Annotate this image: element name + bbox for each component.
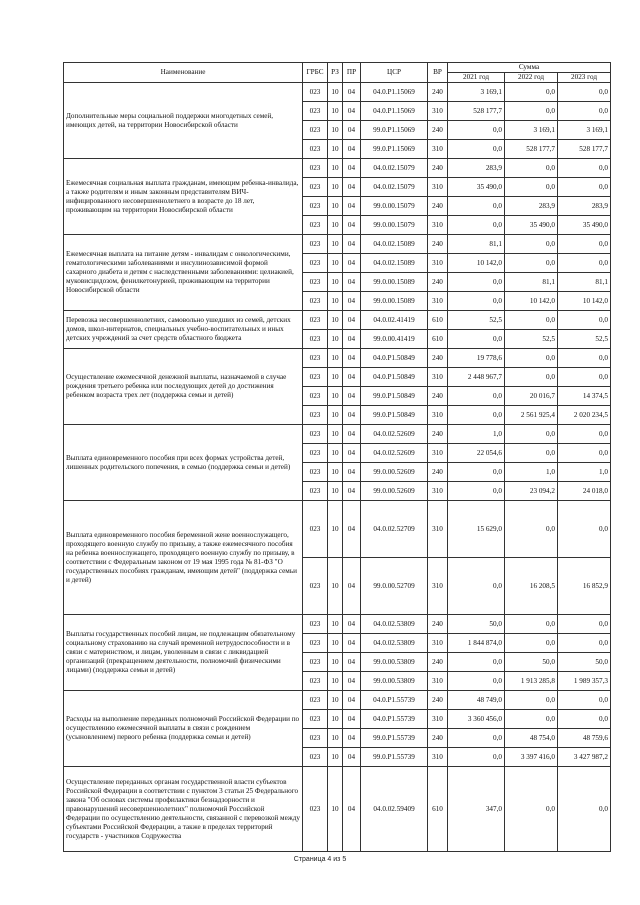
- cell-rz: 10: [328, 368, 343, 387]
- cell-sum-2023: 1,0: [558, 463, 611, 482]
- cell-grbs: 023: [303, 558, 328, 615]
- cell-sum-2022: 23 094,2: [505, 482, 558, 501]
- page-footer: Страница 4 из 5: [293, 856, 347, 863]
- cell-vr: 240: [428, 83, 448, 102]
- cell-vr: 240: [428, 273, 448, 292]
- budget-table: [63, 62, 611, 852]
- cell-sum-2023: 2 020 234,5: [558, 406, 611, 425]
- cell-pr: 04: [343, 767, 361, 852]
- cell-grbs: 023: [303, 444, 328, 463]
- cell-grbs: 023: [303, 254, 328, 273]
- header-rz: РЗ: [328, 63, 343, 83]
- cell-pr: 04: [343, 558, 361, 615]
- cell-sum-2023: 24 018,0: [558, 482, 611, 501]
- cell-csr: 04.0.02.53809: [361, 634, 428, 653]
- cell-sum-2023: 0,0: [558, 83, 611, 102]
- cell-grbs: 023: [303, 83, 328, 102]
- cell-rz: 10: [328, 311, 343, 330]
- cell-rz: 10: [328, 615, 343, 634]
- cell-csr: 99.0.P1.55739: [361, 748, 428, 767]
- expense-item-name: Ежемесячная социальная выплата гражданам, имеющим ребенка-инвалида, а также родителям и иным законным представителям ВИЧ-инфицированного несовершеннолетнего в возрасте до 18 лет, проживающим на территории Новосибирской области: [64, 159, 303, 235]
- cell-vr: 240: [428, 121, 448, 140]
- expense-item-name: Перевозка несовершеннолетних, самовольно ушедших из семей, детских домов, школ-интернатов, специальных учебно-воспитательных и иных детских учреждений за счет средств областного бюджета: [64, 311, 303, 349]
- cell-grbs: 023: [303, 767, 328, 852]
- cell-csr: 99.0.00.52709: [361, 558, 428, 615]
- cell-pr: 04: [343, 748, 361, 767]
- cell-rz: 10: [328, 140, 343, 159]
- cell-sum-2021: 35 490,0: [448, 178, 505, 197]
- cell-sum-2021: 2 448 967,7: [448, 368, 505, 387]
- cell-rz: 10: [328, 387, 343, 406]
- cell-grbs: 023: [303, 729, 328, 748]
- cell-sum-2022: 2 561 925,4: [505, 406, 558, 425]
- cell-sum-2021: 22 054,6: [448, 444, 505, 463]
- cell-sum-2022: 0,0: [505, 615, 558, 634]
- cell-sum-2021: 0,0: [448, 121, 505, 140]
- cell-grbs: 023: [303, 121, 328, 140]
- cell-sum-2021: 0,0: [448, 729, 505, 748]
- cell-sum-2022: 48 754,0: [505, 729, 558, 748]
- cell-rz: 10: [328, 501, 343, 558]
- table-row: [64, 767, 611, 852]
- cell-sum-2023: 0,0: [558, 425, 611, 444]
- cell-csr: 99.0.00.53809: [361, 672, 428, 691]
- cell-sum-2022: 0,0: [505, 691, 558, 710]
- cell-sum-2021: 0,0: [448, 748, 505, 767]
- cell-rz: 10: [328, 653, 343, 672]
- cell-csr: 99.0.00.41419: [361, 330, 428, 349]
- table-row: [64, 311, 611, 330]
- cell-sum-2022: 1 913 285,8: [505, 672, 558, 691]
- cell-grbs: 023: [303, 463, 328, 482]
- cell-rz: 10: [328, 748, 343, 767]
- cell-csr: 99.0.00.52609: [361, 482, 428, 501]
- cell-grbs: 023: [303, 273, 328, 292]
- cell-vr: 310: [428, 558, 448, 615]
- cell-csr: 04.0.02.52609: [361, 425, 428, 444]
- cell-pr: 04: [343, 235, 361, 254]
- cell-grbs: 023: [303, 653, 328, 672]
- cell-vr: 240: [428, 425, 448, 444]
- cell-pr: 04: [343, 501, 361, 558]
- header-name: Наименование: [64, 63, 303, 83]
- cell-grbs: 023: [303, 482, 328, 501]
- cell-rz: 10: [328, 406, 343, 425]
- expense-item-name: Выплата единовременного пособия при всех формах устройства детей, лишенных родительского попечения, в семью (поддержка семьи и детей): [64, 425, 303, 501]
- cell-rz: 10: [328, 273, 343, 292]
- cell-pr: 04: [343, 444, 361, 463]
- cell-grbs: 023: [303, 197, 328, 216]
- cell-csr: 99.0.00.53809: [361, 653, 428, 672]
- cell-sum-2023: 14 374,5: [558, 387, 611, 406]
- cell-grbs: 023: [303, 349, 328, 368]
- cell-sum-2021: 15 629,0: [448, 501, 505, 558]
- cell-grbs: 023: [303, 425, 328, 444]
- table-row: [64, 235, 611, 254]
- cell-vr: 310: [428, 102, 448, 121]
- cell-sum-2022: 16 208,5: [505, 558, 558, 615]
- cell-vr: 310: [428, 254, 448, 273]
- cell-sum-2022: 0,0: [505, 767, 558, 852]
- cell-pr: 04: [343, 672, 361, 691]
- cell-sum-2023: 0,0: [558, 368, 611, 387]
- cell-vr: 240: [428, 729, 448, 748]
- cell-sum-2023: 0,0: [558, 159, 611, 178]
- expense-item-name: Ежемесячная выплата на питание детям - инвалидам с онкологическими, гематологическими заболеваниями и инсулинозависимой формой сахарного диабета и детям с наследственными заболеваниями: целиакией, муковисцидозом, фенилкетонурией, проживающим на территории Новосибирской области: [64, 235, 303, 311]
- table-body: [64, 83, 611, 852]
- cell-grbs: 023: [303, 501, 328, 558]
- cell-pr: 04: [343, 197, 361, 216]
- expense-item-name: Дополнительные меры социальной поддержки многодетных семей, имеющих детей, на территории Новосибирской области: [64, 83, 303, 159]
- cell-sum-2021: 0,0: [448, 482, 505, 501]
- cell-sum-2021: 0,0: [448, 653, 505, 672]
- cell-vr: 310: [428, 672, 448, 691]
- cell-grbs: 023: [303, 140, 328, 159]
- cell-sum-2023: 3 169,1: [558, 121, 611, 140]
- cell-sum-2022: 0,0: [505, 83, 558, 102]
- expense-item-name: Осуществление переданных органам государственной власти субъектов Российской Федерации в соответствии с пунктом 3 статьи 25 Федерального закона "Об основах системы профилактики безнадзорности и правонарушений несовершеннолетних" полномочий Российской Федерации по осуществлению деятельности, связанной с перевозкой между субъектами Российской Федерации, а также в пределах территорий государств - участников Содружества: [64, 767, 303, 852]
- cell-grbs: 023: [303, 691, 328, 710]
- cell-sum-2022: 0,0: [505, 159, 558, 178]
- cell-vr: 310: [428, 501, 448, 558]
- cell-sum-2021: 50,0: [448, 615, 505, 634]
- cell-pr: 04: [343, 729, 361, 748]
- table-row: [64, 615, 611, 634]
- cell-csr: 99.0.P1.50849: [361, 406, 428, 425]
- cell-csr: 04.0.02.59409: [361, 767, 428, 852]
- cell-pr: 04: [343, 273, 361, 292]
- cell-pr: 04: [343, 615, 361, 634]
- header-year-2023: 2023 год: [558, 73, 611, 83]
- cell-grbs: 023: [303, 216, 328, 235]
- header-year-2022: 2022 год: [505, 73, 558, 83]
- cell-sum-2021: 283,9: [448, 159, 505, 178]
- cell-pr: 04: [343, 349, 361, 368]
- cell-sum-2023: 0,0: [558, 311, 611, 330]
- cell-rz: 10: [328, 216, 343, 235]
- cell-sum-2022: 81,1: [505, 273, 558, 292]
- cell-pr: 04: [343, 83, 361, 102]
- cell-vr: 240: [428, 197, 448, 216]
- cell-grbs: 023: [303, 292, 328, 311]
- cell-sum-2021: 0,0: [448, 292, 505, 311]
- header-vr: ВР: [428, 63, 448, 83]
- cell-csr: 99.0.00.15079: [361, 197, 428, 216]
- cell-pr: 04: [343, 463, 361, 482]
- cell-grbs: 023: [303, 748, 328, 767]
- cell-sum-2021: 528 177,7: [448, 102, 505, 121]
- cell-sum-2023: 0,0: [558, 691, 611, 710]
- cell-pr: 04: [343, 178, 361, 197]
- cell-pr: 04: [343, 710, 361, 729]
- cell-sum-2022: 0,0: [505, 235, 558, 254]
- cell-vr: 240: [428, 691, 448, 710]
- cell-grbs: 023: [303, 235, 328, 254]
- table-row: [64, 691, 611, 710]
- cell-sum-2023: 0,0: [558, 349, 611, 368]
- cell-sum-2021: 3 360 456,0: [448, 710, 505, 729]
- cell-csr: 99.0.00.15089: [361, 292, 428, 311]
- cell-sum-2021: 10 142,0: [448, 254, 505, 273]
- cell-csr: 99.0.P1.15069: [361, 140, 428, 159]
- cell-vr: 310: [428, 444, 448, 463]
- cell-sum-2023: 0,0: [558, 178, 611, 197]
- cell-rz: 10: [328, 83, 343, 102]
- header-year-2021: 2021 год: [448, 73, 505, 83]
- cell-vr: 240: [428, 349, 448, 368]
- cell-pr: 04: [343, 159, 361, 178]
- cell-sum-2023: 0,0: [558, 634, 611, 653]
- expense-item-name: Осуществление ежемесячной денежной выплаты, назначаемой в случае рождения третьего ребенка или последующих детей до достижения ребенком возраста трех лет (поддержка семьи и детей): [64, 349, 303, 425]
- cell-rz: 10: [328, 235, 343, 254]
- cell-sum-2022: 283,9: [505, 197, 558, 216]
- cell-sum-2021: 81,1: [448, 235, 505, 254]
- cell-sum-2022: 35 490,0: [505, 216, 558, 235]
- cell-sum-2022: 10 142,0: [505, 292, 558, 311]
- cell-rz: 10: [328, 729, 343, 748]
- cell-vr: 610: [428, 311, 448, 330]
- cell-sum-2022: 0,0: [505, 444, 558, 463]
- cell-sum-2022: 0,0: [505, 102, 558, 121]
- cell-rz: 10: [328, 463, 343, 482]
- table-row: [64, 349, 611, 368]
- cell-sum-2022: 20 016,7: [505, 387, 558, 406]
- cell-sum-2022: 0,0: [505, 178, 558, 197]
- cell-csr: 04.0.P1.15069: [361, 102, 428, 121]
- cell-sum-2023: 48 759,6: [558, 729, 611, 748]
- cell-grbs: 023: [303, 672, 328, 691]
- header-pr: ПР: [343, 63, 361, 83]
- cell-sum-2023: 0,0: [558, 615, 611, 634]
- cell-grbs: 023: [303, 102, 328, 121]
- expense-item-name: Выплата единовременного пособия беременной жене военнослужащего, проходящего военную службу по призыву, а также ежемесячного пособия на ребенка военнослужащего, проходящего военную службу по призыву, в соответствии с Федеральным законом от 19 мая 1995 года № 81-ФЗ "О государственных пособиях гражданам, имеющим детей" (поддержка семьи и детей): [64, 501, 303, 615]
- table-row: [64, 83, 611, 102]
- cell-sum-2022: 0,0: [505, 311, 558, 330]
- cell-sum-2022: 0,0: [505, 710, 558, 729]
- cell-csr: 04.0.02.15089: [361, 254, 428, 273]
- cell-csr: 99.0.P1.15069: [361, 121, 428, 140]
- cell-vr: 240: [428, 235, 448, 254]
- cell-sum-2021: 0,0: [448, 197, 505, 216]
- cell-grbs: 023: [303, 159, 328, 178]
- cell-sum-2023: 35 490,0: [558, 216, 611, 235]
- expense-item-name: Расходы на выполнение переданных полномочий Российской Федерации по осуществлению ежемесячной выплаты в связи с рождением (усыновлением) первого ребенка (поддержка семьи и детей): [64, 691, 303, 767]
- header-grbs: ГРБС: [303, 63, 328, 83]
- cell-grbs: 023: [303, 710, 328, 729]
- cell-rz: 10: [328, 102, 343, 121]
- cell-vr: 310: [428, 216, 448, 235]
- cell-csr: 04.0.02.41419: [361, 311, 428, 330]
- cell-pr: 04: [343, 216, 361, 235]
- cell-pr: 04: [343, 368, 361, 387]
- cell-sum-2022: 52,5: [505, 330, 558, 349]
- cell-csr: 99.0.00.15079: [361, 216, 428, 235]
- cell-vr: 240: [428, 615, 448, 634]
- cell-pr: 04: [343, 653, 361, 672]
- cell-pr: 04: [343, 691, 361, 710]
- cell-grbs: 023: [303, 406, 328, 425]
- cell-rz: 10: [328, 444, 343, 463]
- cell-rz: 10: [328, 121, 343, 140]
- cell-sum-2022: 0,0: [505, 425, 558, 444]
- cell-sum-2022: 528 177,7: [505, 140, 558, 159]
- cell-rz: 10: [328, 159, 343, 178]
- cell-vr: 240: [428, 463, 448, 482]
- cell-sum-2023: 0,0: [558, 501, 611, 558]
- cell-vr: 310: [428, 292, 448, 311]
- cell-vr: 310: [428, 140, 448, 159]
- cell-sum-2021: 0,0: [448, 672, 505, 691]
- header-csr: ЦСР: [361, 63, 428, 83]
- cell-sum-2021: 48 749,0: [448, 691, 505, 710]
- cell-csr: 04.0.P1.15069: [361, 83, 428, 102]
- cell-pr: 04: [343, 121, 361, 140]
- table-row: [64, 501, 611, 558]
- cell-sum-2023: 16 852,9: [558, 558, 611, 615]
- cell-rz: 10: [328, 482, 343, 501]
- cell-grbs: 023: [303, 178, 328, 197]
- cell-csr: 99.0.P1.55739: [361, 729, 428, 748]
- cell-sum-2022: 0,0: [505, 254, 558, 273]
- cell-csr: 04.0.P1.55739: [361, 691, 428, 710]
- cell-csr: 04.0.P1.55739: [361, 710, 428, 729]
- cell-sum-2022: 3 397 416,0: [505, 748, 558, 767]
- cell-sum-2022: 0,0: [505, 368, 558, 387]
- cell-rz: 10: [328, 672, 343, 691]
- cell-rz: 10: [328, 349, 343, 368]
- cell-pr: 04: [343, 292, 361, 311]
- cell-sum-2023: 50,0: [558, 653, 611, 672]
- cell-pr: 04: [343, 406, 361, 425]
- cell-vr: 240: [428, 387, 448, 406]
- cell-sum-2023: 10 142,0: [558, 292, 611, 311]
- cell-sum-2021: 0,0: [448, 330, 505, 349]
- cell-sum-2022: 0,0: [505, 349, 558, 368]
- cell-pr: 04: [343, 102, 361, 121]
- cell-sum-2021: 0,0: [448, 273, 505, 292]
- cell-rz: 10: [328, 254, 343, 273]
- cell-rz: 10: [328, 178, 343, 197]
- cell-sum-2023: 0,0: [558, 767, 611, 852]
- cell-sum-2021: 0,0: [448, 387, 505, 406]
- cell-sum-2023: 1 989 357,3: [558, 672, 611, 691]
- cell-vr: 240: [428, 159, 448, 178]
- cell-sum-2023: 283,9: [558, 197, 611, 216]
- expense-item-name: Выплаты государственных пособий лицам, не подлежащим обязательному социальному страхованию на случай временной нетрудоспособности и в связи с материнством, и лицам, уволенным в связи с ликвидацией организаций (прекращением деятельности, полномочий физическими лицами) (поддержка семьи и детей): [64, 615, 303, 691]
- header-sum: Сумма: [448, 63, 611, 73]
- cell-sum-2023: 52,5: [558, 330, 611, 349]
- cell-sum-2021: 1,0: [448, 425, 505, 444]
- cell-vr: 610: [428, 330, 448, 349]
- cell-vr: 240: [428, 653, 448, 672]
- cell-sum-2021: 1 844 874,0: [448, 634, 505, 653]
- table-header: [64, 63, 611, 83]
- cell-grbs: 023: [303, 615, 328, 634]
- cell-csr: 04.0.02.15079: [361, 159, 428, 178]
- cell-sum-2021: 52,5: [448, 311, 505, 330]
- cell-csr: 99.0.00.15089: [361, 273, 428, 292]
- cell-vr: 310: [428, 710, 448, 729]
- table-row: [64, 159, 611, 178]
- cell-pr: 04: [343, 634, 361, 653]
- cell-sum-2023: 528 177,7: [558, 140, 611, 159]
- cell-grbs: 023: [303, 368, 328, 387]
- cell-grbs: 023: [303, 387, 328, 406]
- cell-csr: 04.0.02.52609: [361, 444, 428, 463]
- cell-pr: 04: [343, 140, 361, 159]
- cell-grbs: 023: [303, 330, 328, 349]
- cell-sum-2022: 0,0: [505, 634, 558, 653]
- cell-sum-2022: 1,0: [505, 463, 558, 482]
- cell-sum-2021: 347,0: [448, 767, 505, 852]
- cell-sum-2021: 3 169,1: [448, 83, 505, 102]
- budget-document: [63, 62, 610, 852]
- cell-sum-2023: 0,0: [558, 444, 611, 463]
- cell-grbs: 023: [303, 634, 328, 653]
- cell-rz: 10: [328, 197, 343, 216]
- cell-vr: 310: [428, 634, 448, 653]
- cell-rz: 10: [328, 292, 343, 311]
- cell-vr: 310: [428, 748, 448, 767]
- cell-rz: 10: [328, 710, 343, 729]
- cell-pr: 04: [343, 330, 361, 349]
- cell-vr: 310: [428, 178, 448, 197]
- cell-sum-2021: 19 778,6: [448, 349, 505, 368]
- cell-pr: 04: [343, 425, 361, 444]
- cell-sum-2023: 0,0: [558, 102, 611, 121]
- cell-vr: 610: [428, 767, 448, 852]
- table-row: [64, 425, 611, 444]
- cell-pr: 04: [343, 254, 361, 273]
- cell-rz: 10: [328, 425, 343, 444]
- cell-vr: 310: [428, 406, 448, 425]
- cell-grbs: 023: [303, 311, 328, 330]
- cell-sum-2023: 3 427 987,2: [558, 748, 611, 767]
- cell-rz: 10: [328, 558, 343, 615]
- cell-sum-2021: 0,0: [448, 406, 505, 425]
- cell-csr: 99.0.P1.50849: [361, 387, 428, 406]
- cell-sum-2021: 0,0: [448, 558, 505, 615]
- cell-pr: 04: [343, 482, 361, 501]
- cell-vr: 310: [428, 482, 448, 501]
- cell-csr: 99.0.00.52609: [361, 463, 428, 482]
- cell-sum-2022: 50,0: [505, 653, 558, 672]
- cell-sum-2022: 0,0: [505, 501, 558, 558]
- cell-pr: 04: [343, 387, 361, 406]
- cell-sum-2021: 0,0: [448, 463, 505, 482]
- cell-rz: 10: [328, 634, 343, 653]
- cell-csr: 04.0.02.15089: [361, 235, 428, 254]
- cell-csr: 04.0.02.15079: [361, 178, 428, 197]
- cell-sum-2022: 3 169,1: [505, 121, 558, 140]
- cell-rz: 10: [328, 330, 343, 349]
- cell-csr: 04.0.P1.50849: [361, 368, 428, 387]
- cell-sum-2023: 0,0: [558, 254, 611, 273]
- cell-vr: 310: [428, 368, 448, 387]
- cell-pr: 04: [343, 311, 361, 330]
- cell-sum-2023: 0,0: [558, 235, 611, 254]
- cell-sum-2021: 0,0: [448, 140, 505, 159]
- cell-sum-2021: 0,0: [448, 216, 505, 235]
- cell-sum-2023: 81,1: [558, 273, 611, 292]
- cell-rz: 10: [328, 691, 343, 710]
- cell-sum-2023: 0,0: [558, 710, 611, 729]
- cell-rz: 10: [328, 767, 343, 852]
- cell-csr: 04.0.02.52709: [361, 501, 428, 558]
- cell-csr: 04.0.P1.50849: [361, 349, 428, 368]
- cell-csr: 04.0.02.53809: [361, 615, 428, 634]
